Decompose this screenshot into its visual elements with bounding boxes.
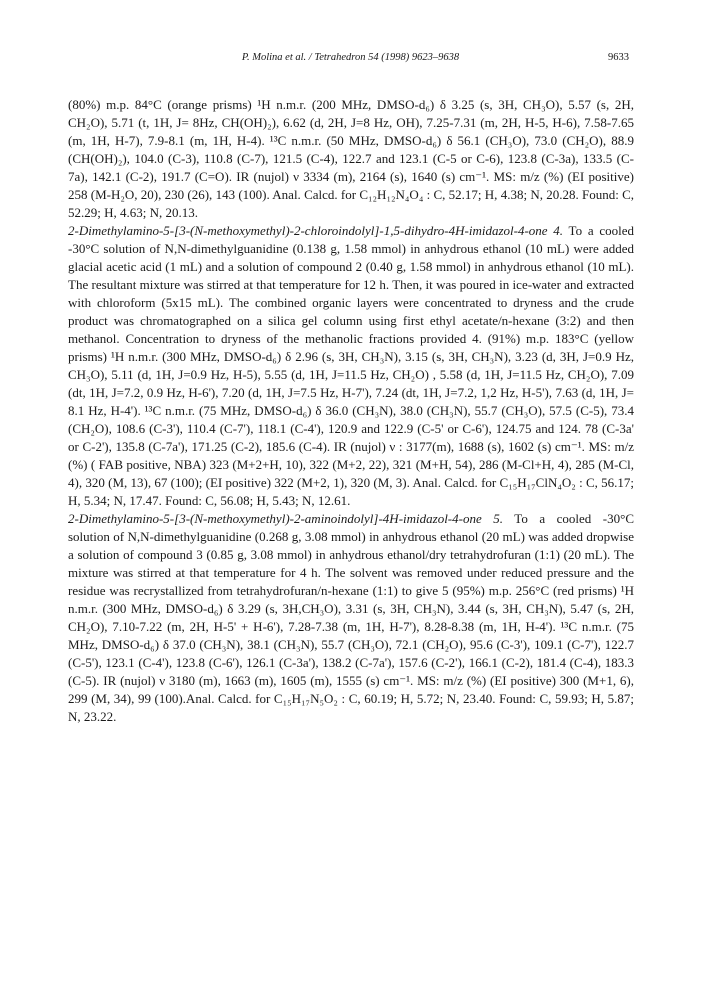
paragraph-compound-3-data xyxy=(68,96,634,222)
compound-title: 2-Dimethylamino-5-[3-(N-methoxymethyl)-2-aminoindolyl]-4H-imidazol-4-one 5. xyxy=(68,511,503,526)
running-title: P. Molina et al. / Tetrahedron 54 (1998) 9623–9638 xyxy=(241,52,460,63)
paragraph-text: To a cooled -30°C solution of N,N-dimethylguanidine (0.138 g, 1.58 mmol) in anhydrous ethanol (10 mL) were added glacial acetic acid (1 mL) and a solution of compound 2 (0.40 g, 1.58 mmol) in anhydrous ethanol (10 mL). The resultant mixture was stirred at that temperature for 12 h. Then, it was poured in ice-water and extracted with chloroform (5x15 mL). The combined organic layers were concentrated to dryness and the crude product was chromatographed on a silica gel column using first ethyl acetate/n-hexane (3:2) and then methanol. Concentration to dryness of the methanolic fractions provided 4. (91%) m.p. 183°C (yellow prisms) ¹H n.m.r. (300 MHz, DMSO-d₆) δ 2.96 (s, 3H, CH₃N), 3.15 (s, 3H, CH₃N), 3.23 (d, 3H, J=0.9 Hz, CH₃O), 5.11 (d, 1H, J=0.9 Hz, H-5), 5.55 (d, 1H, J=11.5 Hz, CH₂O) , 5.58 (d, 1H, J=11.5 Hz, CH₂O), 7.09 (dt, 1H, J=7.2, 0.9 Hz, H-6'), 7.20 (d, 1H, J=7.5 Hz, H-7'), 7.24 (dt, 1H, J=7.2, 1,2 Hz, H-5'), 7.63 (d, 1H, J= 8.1 Hz, H-4'). ¹³C n.m.r. (75 MHz, DMSO-d₆) δ 36.0 (CH₃N), 38.0 (CH₃N), 55.7 (CH₃O), 57.5 (C-5), 73.4 (CH₂O), 108.6 (C-3'), 110.4 (C-7'), 118.1 (C-4'), 120.9 and 122.9 (C-5' or C-6'), 124.75 and 124. 78 (C-3a' or C-2'), 135.8 (C-7a'), 171.25 (C-2), 185.6 (C-4). IR (nujol) ν : 3177(m), 1688 (s), 1602 (s) cm⁻¹. MS: m/z (%) ( FAB positive, NBA) 323 (M+2+H, 10), 322 (M+2, 22), 321 (M+H, 54), 286 (M-Cl+H, 4), 285 (M-Cl, 4), 320 (M, 13), 67 (100); (EI positive) 322 (M+2, 1), 320 (M, 3). Anal. Calcd. for C₁₅H₁₇ClN₄O₂ : C, 56.17; H, 5.34; N, 17.47. Found: C, 56.08; H, 5.43; N, 12.61. xyxy=(68,223,634,508)
paragraph-compound-4 xyxy=(68,222,634,510)
paragraph-compound-5 xyxy=(68,510,634,726)
article-body xyxy=(68,96,634,726)
paragraph-text: (80%) m.p. 84°C (orange prisms) ¹H n.m.r. (200 MHz, DMSO-d₆) δ 3.25 (s, 3H, CH₃O), 5.57 (s, 2H, CH₂O), 5.71 (t, 1H, J= 8Hz, CH(OH)₂), 6.62 (d, 2H, J=8 Hz, OH), 7.25-7.31 (m, 2H, H-5, H-6), 7.58-7.65 (m, 1H, H-7), 7.9-8.1 (m, 1H, H-4). ¹³C n.m.r. (50 MHz, DMSO-d₆) δ 56.1 (CH₃O), 73.0 (CH₂O), 88.9 (CH(OH)₂), 104.0 (C-3), 110.8 (C-7), 121.5 (C-4), 122.7 and 123.1 (C-5 or C-6), 123.8 (C-3a), 133.5 (C-7a), 142.1 (C-2), 191.7 (C=O). IR (nujol) ν 3334 (m), 2164 (s), 1640 (s) cm⁻¹. MS: m/z (%) (EI positive) 258 (M-H₂O, 20), 230 (26), 143 (100). Anal. Calcd. for C₁₂H₁₂N₄O₄ : C, 52.17; H, 4.38; N, 20.28. Found: C, 52.29; H, 4.63; N, 20.13. xyxy=(68,97,634,220)
page-number: 9633 xyxy=(608,52,629,63)
compound-title: 2-Dimethylamino-5-[3-(N-methoxymethyl)-2-chloroindolyl]-1,5-dihydro-4H-imidazol-4-one 4. xyxy=(68,223,564,238)
paragraph-text: To a cooled -30°C solution of N,N-dimethylguanidine (0.268 g, 3.08 mmol) in anhydrous ethanol (20 mL) was added dropwise a solution of compound 3 (0.85 g, 3.08 mmol) in anhydrous ethanol/dry tetrahydrofuran (1:1) (20 mL). The mixture was stirred at that temperature for 4 h. The solvent was removed under reduced pressure and the residue was recrystallized from tetrahydrofuran/n-hexane (1:1) to give 5 (95%) m.p. 256°C (red prisms) ¹H n.m.r. (300 MHz, DMSO-d₆) δ 3.29 (s, 3H,CH₃O), 3.31 (s, 3H, CH₃N), 3.44 (s, 3H, CH₃N), 5.47 (s, 2H, CH₂O), 7.10-7.22 (m, 2H, H-5' + H-6'), 7.28-7.38 (m, 1H, H-7'), 8.28-8.38 (m, 1H, H-4'). ¹³C n.m.r. (75 MHz, DMSO-d₆) δ 37.0 (CH₃N), 38.1 (CH₃N), 55.7 (CH₃O), 72.1 (CH₂O), 95.6 (C-3'), 109.1 (C-7'), 122.7 (C-5'), 123.1 (C-4'), 123.8 (C-6'), 126.1 (C-3a'), 138.2 (C-7a'), 157.6 (C-2'), 166.1 (C-2), 181.4 (C-4), 183.3 (C-5). IR (nujol) ν 3180 (m), 1663 (m), 1605 (m), 1555 (s) cm⁻¹. MS: m/z (%) (EI positive) 300 (M+1, 6), 299 (M, 34), 99 (100).Anal. Calcd. for C₁₅H₁₇N₅O₂ : C, 60.19; H, 5.72; N, 23.40. Found: C, 59.93; H, 5.87; N, 23.22. xyxy=(68,511,634,724)
page-header xyxy=(0,52,701,68)
